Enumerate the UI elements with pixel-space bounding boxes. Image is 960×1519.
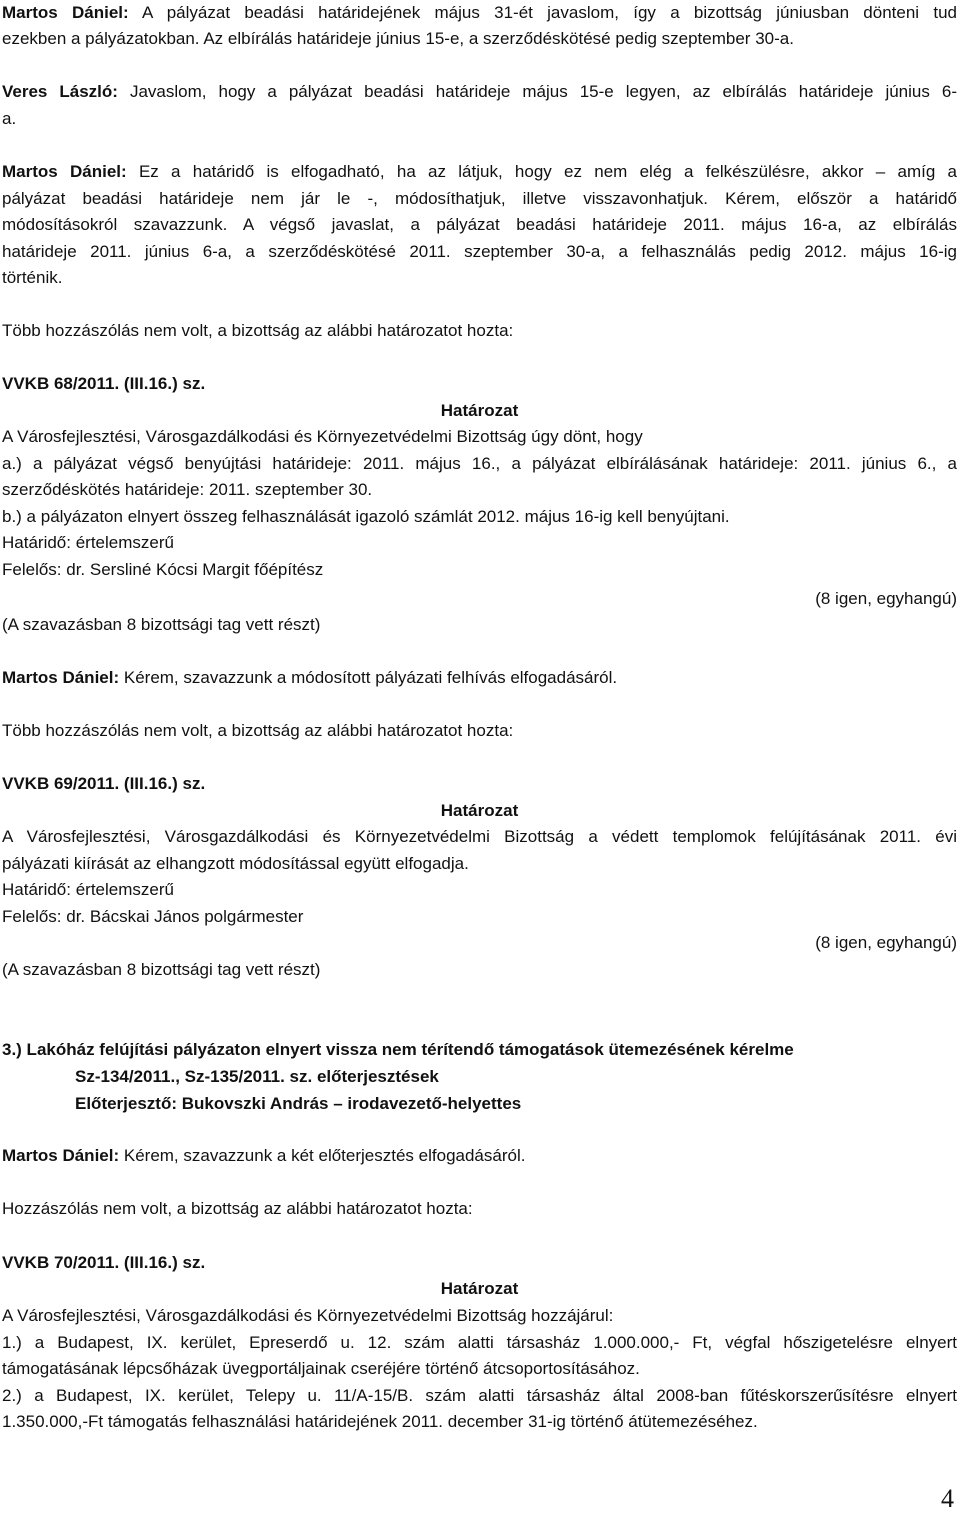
resolution-body-line: pályázati kiírását az elhangzott módosítással együtt elfogadja. xyxy=(2,854,469,873)
intro-text: Több hozzászólás nem volt, a bizottság az alábbi határozatot hozta: xyxy=(2,721,514,740)
vote-result: (8 igen, egyhangú) xyxy=(815,933,957,952)
agenda-item-presenter: Előterjesztő: Bukovszki András – irodavezető-helyettes xyxy=(75,1094,522,1113)
agenda-item-title: 3.) Lakóház felújítási pályázaton elnyert vissza nem térítendő támogatások ütemezésének kérelme xyxy=(2,1040,794,1059)
resolution-body-line: b.) a pályázaton elnyert összeg felhasználását igazoló számlát 2012. május 16-ig kell benyújtani. xyxy=(2,507,730,526)
vote-participants: (A szavazásban 8 bizottsági tag vett részt) xyxy=(2,960,321,979)
responsible-line: Felelős: dr. Sersliné Kócsi Margit főépítész xyxy=(2,560,324,579)
resolution-title: Határozat xyxy=(440,801,519,820)
paragraph-martos-1-line2: ezekben a pályázatokban. Az elbírálás határideje június 15-e, a szerződéskötésé pedig szeptember 30-a. xyxy=(2,29,794,48)
resolution-body-line: A Városfejlesztési, Városgazdálkodási és Környezetvédelmi Bizottság hozzájárul: xyxy=(2,1306,614,1325)
intro-text: Több hozzászólás nem volt, a bizottság az alábbi határozatot hozta: xyxy=(2,321,514,340)
paragraph-veres-line2: a. xyxy=(2,109,17,128)
resolution-body-line: 1.) a Budapest, IX. kerület, Epreserdő u. 12. szám alatti társasház 1.000.000,- Ft, végfal hőszigetelésre elnyert xyxy=(2,1333,957,1352)
speaker-name: Martos Dániel: xyxy=(2,3,129,22)
paragraph-martos-2-line3: módosításokról szavazzunk. A végső javaslat, a pályázat beadási határideje 2011. május 16-a, az elbírálás xyxy=(2,215,957,234)
paragraph-martos-2-line5: történik. xyxy=(2,268,63,287)
speaker-name: Martos Dániel: xyxy=(2,1146,120,1165)
resolution-number: VVKB 70/2011. (III.16.) sz. xyxy=(2,1253,206,1272)
paragraph-martos-2-line2: pályázat beadási határideje nem jár le -, módosíthatjuk, illetve visszavonhatjuk. Kérem, először a határidő xyxy=(2,189,957,208)
resolution-title: Határozat xyxy=(440,1279,519,1298)
resolution-body-line: a.) a pályázat végső benyújtási határideje: 2011. május 16., a pályázat elbírálásának határideje: 2011. június 6., a xyxy=(2,454,957,473)
deadline-line: Határidő: értelemszerű xyxy=(2,880,174,899)
vote-result: (8 igen, egyhangú) xyxy=(815,589,957,608)
resolution-body-line: 2.) a Budapest, IX. kerület, Telepy u. 11/A-15/B. szám alatti társasház által 2008-ban fűtéskorszerűsítésre elnyert xyxy=(2,1386,957,1405)
resolution-body-line: szerződéskötés határideje: 2011. szeptember 30. xyxy=(2,480,373,499)
speaker-name: Martos Dániel: xyxy=(2,668,120,687)
agenda-item-documents: Sz-134/2011., Sz-135/2011. sz. előterjesztések xyxy=(75,1067,439,1086)
resolution-body-line: 1.350.000,-Ft támogatás felhasználási határidejének 2011. december 31-ig történő átütemezéséhez. xyxy=(2,1412,758,1431)
resolution-number: VVKB 68/2011. (III.16.) sz. xyxy=(2,374,206,393)
speaker-name: Martos Dániel: xyxy=(2,162,127,181)
vote-participants: (A szavazásban 8 bizottsági tag vett részt) xyxy=(2,615,321,634)
resolution-title: Határozat xyxy=(440,401,519,420)
page-number: 4 xyxy=(941,1484,954,1513)
paragraph-martos-2: Martos Dániel: Ez a határidő is elfogadható, ha az látjuk, hogy ez nem elég a felkészülésre, akkor – amíg a xyxy=(2,162,957,181)
speaker-name: Veres László: xyxy=(2,82,118,101)
resolution-number: VVKB 69/2011. (III.16.) sz. xyxy=(2,774,206,793)
resolution-body-line: A Városfejlesztési, Városgazdálkodási és Környezetvédelmi Bizottság úgy dönt, hogy xyxy=(2,427,643,446)
responsible-line: Felelős: dr. Bácskai János polgármester xyxy=(2,907,304,926)
resolution-body-line: A Városfejlesztési, Városgazdálkodási és Környezetvédelmi Bizottság a védett templomok felújításának 2011. évi xyxy=(2,827,957,846)
deadline-line: Határidő: értelemszerű xyxy=(2,533,174,552)
paragraph-martos-1: Martos Dániel: A pályázat beadási határidejének május 31-ét javaslom, így a bizottság júniusban dönteni tud xyxy=(2,3,957,22)
resolution-body-line: támogatásának lépcsőházak üvegportáljainak cseréjére történő átcsoportosításához. xyxy=(2,1359,640,1378)
paragraph-martos-4: Martos Dániel: Kérem, szavazzunk a két előterjesztés elfogadásáról. xyxy=(2,1146,526,1165)
intro-text: Hozzászólás nem volt, a bizottság az alábbi határozatot hozta: xyxy=(2,1199,473,1218)
paragraph-martos-2-line4: határideje 2011. június 6-a, a szerződéskötésé 2011. szeptember 30-a, a felhasználás pedig 2012. május 16-ig xyxy=(2,242,957,261)
paragraph-martos-3: Martos Dániel: Kérem, szavazzunk a módosított pályázati felhívás elfogadásáról. xyxy=(2,668,618,687)
paragraph-veres: Veres László: Javaslom, hogy a pályázat beadási határideje május 15-e legyen, az elbírálás határideje június 6- xyxy=(2,82,957,101)
